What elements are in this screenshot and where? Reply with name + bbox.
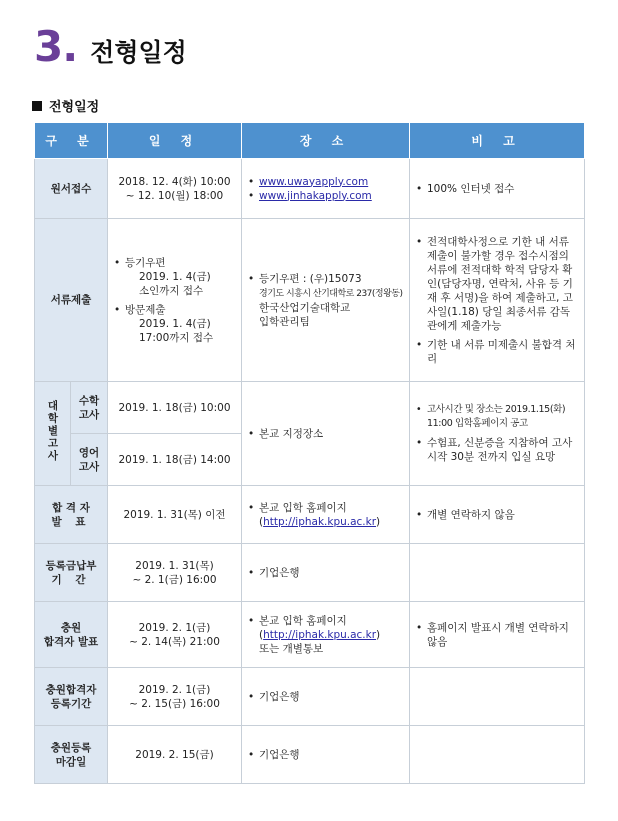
row-place: [242, 726, 410, 784]
page-heading: [34, 22, 187, 71]
category-line: 마감일: [55, 755, 87, 768]
heading-dot: .: [62, 22, 79, 71]
row-schedule: [108, 668, 242, 726]
row-schedule: 2019. 1. 31(목) 이전: [108, 486, 242, 544]
jinhakapply-link[interactable]: www.jinhakapply.com: [259, 189, 372, 202]
math-exam-schedule: 2019. 1. 18(금) 10:00: [108, 382, 242, 434]
row-place: [242, 159, 410, 219]
place-line: 한국산업기술대학교: [259, 301, 351, 314]
header-place: 장 소: [242, 123, 410, 159]
row-category: 서류제출: [35, 219, 108, 382]
category-line: 합 격 자: [52, 501, 90, 514]
row-place: • 본교 입학 홈페이지 (http://iphak.kpu.ac.kr): [242, 486, 410, 544]
table-row: [35, 382, 585, 434]
note-item: • 기한 내 서류 미제출시 불합격 처리: [416, 338, 578, 366]
row-note: [410, 219, 585, 382]
place-line: 경기도 시흥시 산기대학로 237(정왕동): [259, 288, 403, 299]
schedule-line: ~ 12. 10(월) 18:00: [125, 189, 224, 202]
row-note-empty: [410, 668, 585, 726]
row-place: [242, 544, 410, 602]
schedule-mail-label: 등기우편: [125, 256, 166, 269]
header-schedule: 일 정: [108, 123, 242, 159]
square-bullet-icon: [32, 101, 42, 111]
uwayapply-link[interactable]: www.uwayapply.com: [259, 175, 369, 188]
note-item: • 전적대학사정으로 기한 내 서류 제출이 불가할 경우 접수시점의 서류에 전적대학 학적 담당자 확인(담당자명, 연락처, 사유 등 기재 후 서명)을 하여 제출하고, 고사일(1.18) 당일 최종서류 감독관에게 제출가능: [416, 235, 578, 333]
category-line: 기 간: [51, 573, 91, 586]
row-category: [35, 544, 108, 602]
schedule-line: ~ 2. 15(금) 16:00: [129, 697, 220, 710]
schedule-visit-label: 방문제출: [125, 303, 166, 316]
place-line: 등기우편 : (우)15073: [259, 272, 362, 285]
category-line: 충원: [60, 621, 82, 634]
row-note-empty: [410, 726, 585, 784]
note-item: • 고사시간 및 장소는 2019.1.15(화) 11:00 입학홈페이지 공고: [416, 403, 578, 431]
row-place: [242, 219, 410, 382]
row-place: [242, 382, 410, 486]
schedule-visit-note: 17:00까지 접수: [139, 331, 214, 344]
table-row: [35, 486, 585, 544]
note-item: • 100% 인터넷 접수: [416, 182, 578, 196]
heading-title: 전형일정: [90, 38, 187, 67]
place-item: • 기업은행: [248, 690, 403, 704]
row-note: [410, 159, 585, 219]
table-row: [35, 602, 585, 668]
schedule-line: ~ 2. 14(목) 21:00: [129, 635, 220, 648]
place-item: • 본교 지정장소: [248, 427, 403, 441]
row-schedule: [108, 544, 242, 602]
note-item: • 개별 연락하지 않음: [416, 508, 578, 522]
math-exam-label: 수학 고사: [71, 382, 108, 434]
row-note-empty: [410, 544, 585, 602]
section-title: [32, 96, 99, 115]
schedule-line: 2018. 12. 4(화) 10:00: [118, 175, 231, 188]
row-category: [35, 668, 108, 726]
section-title-text: 전형일정: [49, 100, 100, 115]
place-line: 입학관리팀: [259, 315, 310, 328]
row-category: [35, 382, 71, 486]
schedule-visit-date: 2019. 1. 4(금): [139, 317, 211, 330]
schedule-line: ~ 2. 1(금) 16:00: [132, 573, 217, 586]
exam-category-text: 대학별고사: [46, 400, 59, 463]
iphak-homepage-link[interactable]: http://iphak.kpu.ac.kr: [263, 628, 377, 641]
table-row: [35, 544, 585, 602]
category-line: 등록금납부: [45, 559, 97, 572]
row-category: [35, 486, 108, 544]
table-row: [35, 219, 585, 382]
schedule-line: 2019. 2. 1(금): [138, 683, 211, 696]
row-schedule: [108, 602, 242, 668]
row-place: [242, 668, 410, 726]
category-line: 충원합격자: [45, 683, 97, 696]
category-line: 합격자 발표: [43, 635, 99, 648]
schedule-mail-note: 소인까지 접수: [139, 284, 204, 297]
place-item: • 기업은행: [248, 748, 403, 762]
row-note: [410, 602, 585, 668]
schedule-line: 2019. 2. 1(금): [138, 621, 211, 634]
row-category: 원서접수: [35, 159, 108, 219]
category-line: 등록기간: [50, 697, 92, 710]
note-item: • 수험표, 신분증을 지참하여 고사시작 30분 전까지 입실 요망: [416, 436, 578, 464]
table-row: [35, 668, 585, 726]
heading-number: 3: [34, 22, 63, 71]
row-place: • 본교 입학 홈페이지 (http://iphak.kpu.ac.kr) 또는 개별통보: [242, 602, 410, 668]
row-schedule: [108, 159, 242, 219]
table-header-row: [35, 123, 585, 159]
place-line: 본교 입학 홈페이지: [259, 501, 347, 514]
place-line: 또는 개별통보: [259, 642, 324, 655]
english-exam-schedule: 2019. 1. 18(금) 14:00: [108, 434, 242, 486]
row-category: [35, 602, 108, 668]
table-row: [35, 726, 585, 784]
category-line: 발 표: [51, 515, 91, 528]
schedule-mail-date: 2019. 1. 4(금): [139, 270, 211, 283]
iphak-homepage-link[interactable]: http://iphak.kpu.ac.kr: [263, 515, 377, 528]
schedule-table: [34, 122, 585, 784]
category-line: 충원등록: [50, 741, 92, 754]
header-category: 구 분: [35, 123, 108, 159]
place-line: 본교 입학 홈페이지: [259, 614, 347, 627]
english-exam-label: 영어 고사: [71, 434, 108, 486]
note-item: • 홈페이지 발표시 개별 연락하지 않음: [416, 621, 578, 649]
table-row: [35, 159, 585, 219]
header-note: 비 고: [410, 123, 585, 159]
place-item: • 기업은행: [248, 566, 403, 580]
row-note: [410, 486, 585, 544]
row-schedule: [108, 219, 242, 382]
row-note: [410, 382, 585, 486]
schedule-line: 2019. 1. 31(목): [135, 559, 214, 572]
row-schedule: 2019. 2. 15(금): [108, 726, 242, 784]
row-category: [35, 726, 108, 784]
